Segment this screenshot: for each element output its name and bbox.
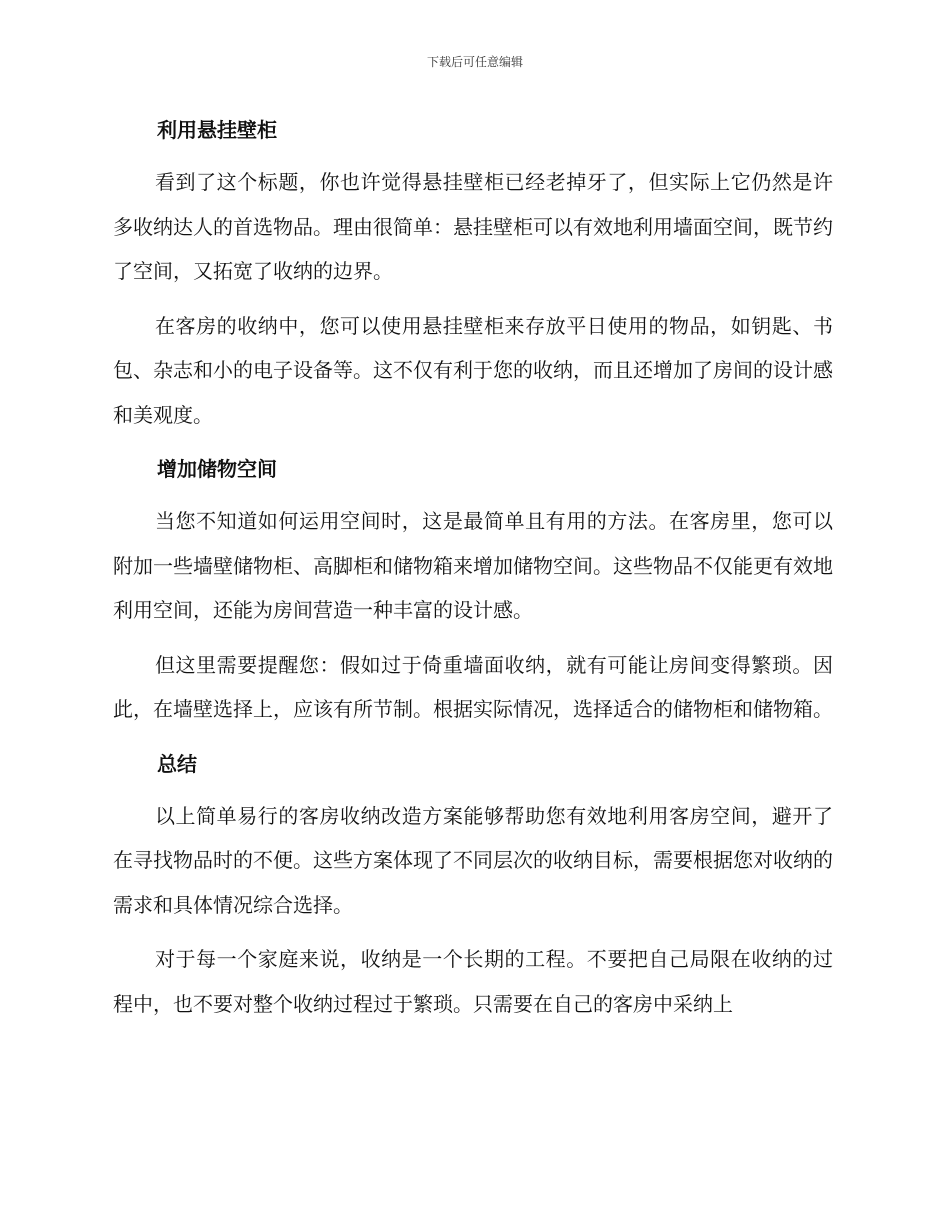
- document-content: [113, 108, 833, 1036]
- paragraph: 对于每一个家庭来说，收纳是一个长期的工程。不要把自己局限在收纳的过程中，也不要对整个收纳过程过于繁琐。只需要在自己的客房中采纳上: [113, 947, 833, 1016]
- section-heading-storage-space: 增加储物空间: [157, 457, 277, 481]
- section-heading-summary: 总结: [157, 751, 197, 776]
- paragraph: 看到了这个标题，你也许觉得悬挂壁柜已经老掉牙了，但实际上它仍然是许多收纳达人的首选物品。理由很简单：悬挂壁柜可以有效地利用墙面空间，既节约了空间，又拓宽了收纳的边界。: [113, 170, 833, 283]
- page-header: 下载后可任意编辑: [426, 55, 523, 69]
- paragraph: 以上简单易行的客房收纳改造方案能够帮助您有效地利用客房空间，避开了在寻找物品时的不便。这些方案体现了不同层次的收纳目标，需要根据您对收纳的需求和具体情况综合选择。: [113, 803, 833, 917]
- paragraph: 但这里需要提醒您：假如过于倚重墙面收纳，就有可能让房间变得繁琐。因此，在墙壁选择上，应该有所节制。根据实际情况，选择适合的储物柜和储物箱。: [113, 652, 833, 721]
- paragraph: 在客房的收纳中，您可以使用悬挂壁柜来存放平日使用的物品，如钥匙、书包、杂志和小的电子设备等。这不仅有利于您的收纳，而且还增加了房间的设计感和美观度。: [113, 313, 833, 427]
- paragraph: 当您不知道如何运用空间时，这是最简单且有用的方法。在客房里，您可以附加一些墙壁储物柜、高脚柜和储物箱来增加储物空间。这些物品不仅能更有效地利用空间，还能为房间营造一种丰富的设计感。: [113, 509, 833, 622]
- section-heading-wall-cabinet: 利用悬挂壁柜: [157, 118, 277, 142]
